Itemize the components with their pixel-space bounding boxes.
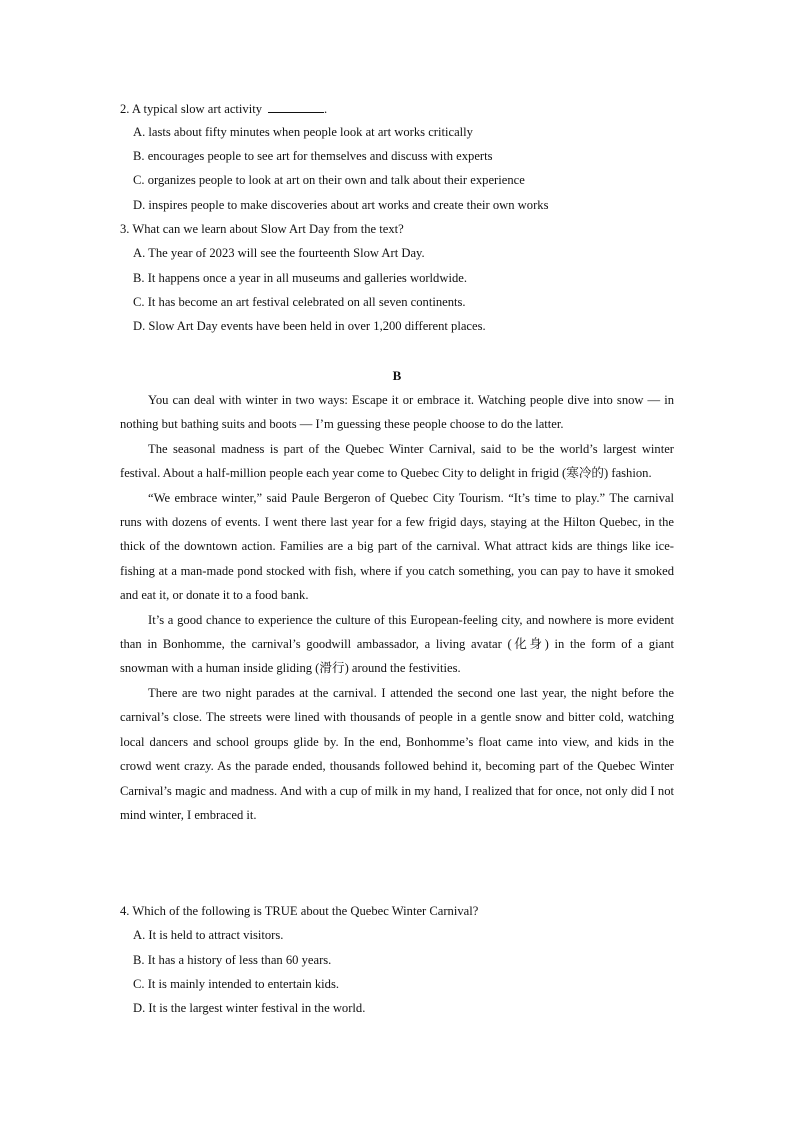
question-2-option-c: C. organizes people to look at art on their own and talk about their experience: [133, 173, 525, 187]
question-4-option-c: C. It is mainly intended to entertain kids.: [133, 977, 340, 991]
question-4-stem: 4. Which of the following is TRUE about the Quebec Winter Carnival?: [120, 904, 479, 918]
question-4-option-a: A. It is held to attract visitors.: [133, 928, 284, 942]
section-title: B: [392, 368, 402, 383]
answer-blank: [268, 101, 324, 113]
question-2-stem: [120, 101, 327, 117]
question-3-option-d: D. Slow Art Day events have been held in over 1,200 different places.: [133, 319, 486, 333]
question-3-stem: 3. What can we learn about Slow Art Day from the text?: [120, 222, 404, 236]
question-4-option-b: B. It has a history of less than 60 years.: [133, 953, 332, 967]
reading-passage: [120, 388, 674, 827]
passage-paragraph-2: The seasonal madness is part of the Quebec Winter Carnival, said to be the world’s largest winter festival. About a half-million people each year come to Quebec City to delight in frigid (寒冷的) fashion.: [120, 441, 674, 481]
question-2-text: 2. A typical slow art activity: [120, 102, 263, 116]
question-4-option-d: D. It is the largest winter festival in the world.: [133, 1001, 366, 1015]
question-3-option-b: B. It happens once a year in all museums and galleries worldwide.: [133, 271, 467, 285]
question-2-option-a: A. lasts about fifty minutes when people look at art works critically: [133, 125, 473, 139]
question-3-option-c: C. It has become an art festival celebrated on all seven continents.: [133, 295, 466, 309]
passage-paragraph-3: “We embrace winter,” said Paule Bergeron of Quebec City Tourism. “It’s time to play.” The carnival runs with dozens of events. I went there last year for a few frigid days, staying at the Hilton Quebec, in the thick of the downtown action. Families are a big part of the carnival. What attract kids are things like ice-fishing at a man-made pond stocked with fish, where if you catch something, you can pay to have it smoked and eat it, or donate it to a food bank.: [120, 490, 674, 603]
question-2-option-b: B. encourages people to see art for themselves and discuss with experts: [133, 149, 493, 163]
passage-paragraph-4: It’s a good chance to experience the culture of this European-feeling city, and nowhere is more evident than in Bonhomme, the carnival’s goodwill ambassador, a living avatar (化身) in the form of a giant snowman with a human inside gliding (滑行) around the festivities.: [120, 612, 674, 676]
question-2-end: .: [324, 102, 328, 116]
passage-paragraph-5: There are two night parades at the carnival. I attended the second one last year, the night before the carnival’s close. The streets were lined with thousands of people in a gentle snow and bitter cold, watching local dancers and school groups glide by. In the end, Bonhomme’s float came into view, and kids in the crowd went crazy. As the parade ended, thousands followed behind it, becoming part of the Quebec Winter Carnival’s magic and madness. And with a cup of milk in my hand, I realized that for once, not only did I not mind winter, I embraced it.: [120, 685, 674, 822]
question-3-option-a: A. The year of 2023 will see the fourteenth Slow Art Day.: [133, 246, 425, 260]
passage-paragraph-1: You can deal with winter in two ways: Escape it or embrace it. Watching people dive into snow — in nothing but bathing suits and boots — I’m guessing these people choose to do the latter.: [120, 393, 674, 432]
question-2-option-d: D. inspires people to make discoveries about art works and create their own works: [133, 198, 549, 212]
